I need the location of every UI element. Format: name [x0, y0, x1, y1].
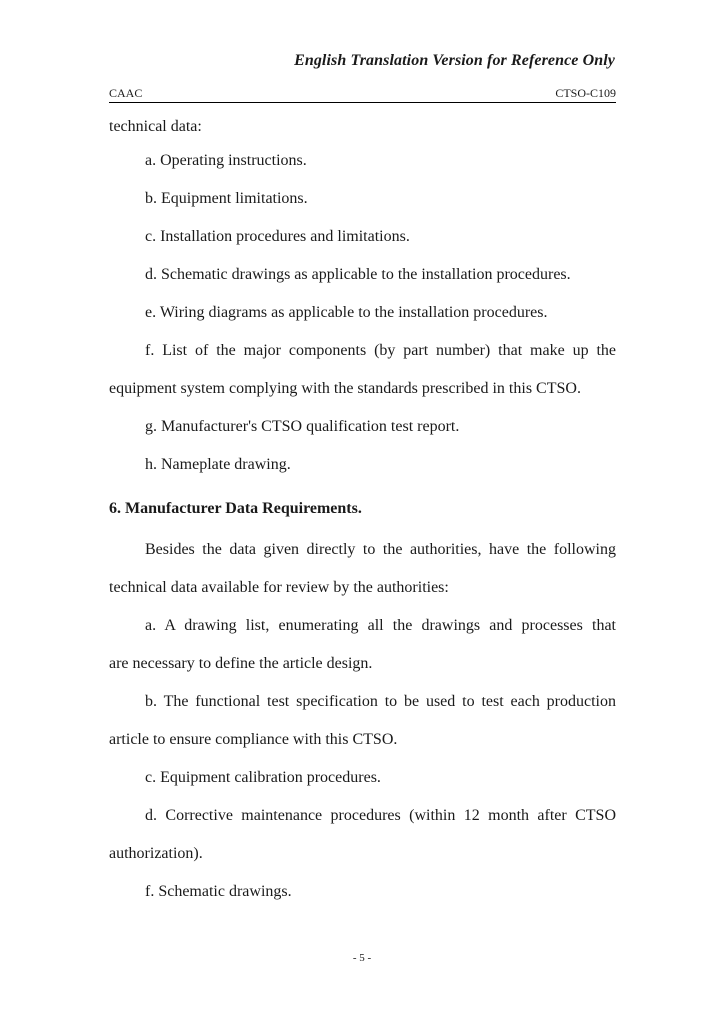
section-heading: 6. Manufacturer Data Requirements. — [109, 500, 362, 517]
list-item-qualification-test-report: g. Manufacturer's CTSO qualification test report. — [145, 418, 460, 435]
paragraph-line: technical data: — [109, 118, 202, 135]
list-item-major-components-continued: equipment system complying with the standards prescribed in this CTSO. — [109, 380, 581, 397]
paragraph-line: technical data available for review by the authorities: — [109, 579, 449, 596]
list-item-functional-test-specification-continued: article to ensure compliance with this CTSO. — [109, 731, 398, 748]
list-item-calibration-procedures: c. Equipment calibration procedures. — [145, 769, 381, 786]
header-document-id: CTSO-C109 — [555, 86, 616, 100]
list-item-operating-instructions: a. Operating instructions. — [145, 152, 307, 169]
list-item-functional-test-specification: b. The functional test specification to be used to test each production — [145, 693, 616, 710]
page-number: - 5 - — [352, 952, 372, 964]
list-item-major-components: f. List of the major components (by part number) that make up the — [145, 342, 616, 359]
translation-banner: English Translation Version for Reference Only — [294, 52, 615, 69]
list-item-drawing-list-continued: are necessary to define the article design. — [109, 655, 373, 672]
list-item-schematic-drawings-2: f. Schematic drawings. — [145, 883, 292, 900]
list-item-corrective-maintenance: d. Corrective maintenance procedures (within 12 month after CTSO — [145, 807, 616, 824]
list-item-corrective-maintenance-continued: authorization). — [109, 845, 203, 862]
header-authority: CAAC — [109, 86, 143, 100]
paragraph-line: Besides the data given directly to the authorities, have the following — [145, 541, 616, 558]
list-item-installation-procedures: c. Installation procedures and limitations. — [145, 228, 410, 245]
list-item-equipment-limitations: b. Equipment limitations. — [145, 190, 308, 207]
list-item-nameplate-drawing: h. Nameplate drawing. — [145, 456, 291, 473]
list-item-schematic-drawings: d. Schematic drawings as applicable to the installation procedures. — [145, 266, 571, 283]
list-item-wiring-diagrams: e. Wiring diagrams as applicable to the installation procedures. — [145, 304, 548, 321]
running-header — [109, 86, 616, 103]
list-item-drawing-list: a. A drawing list, enumerating all the drawings and processes that — [145, 617, 616, 634]
